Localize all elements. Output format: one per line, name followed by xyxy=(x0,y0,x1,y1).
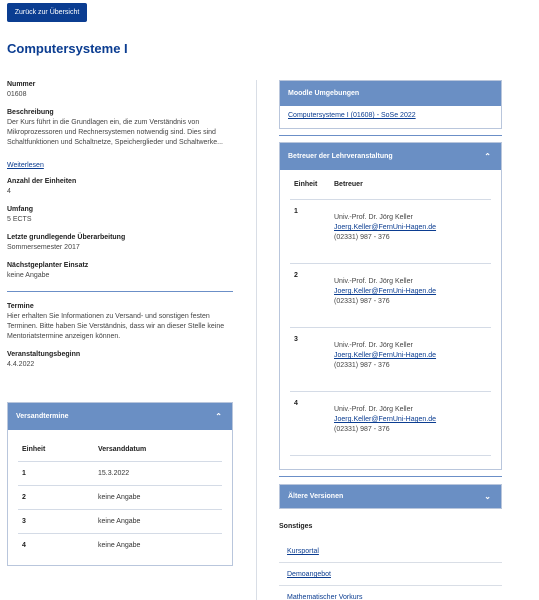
weiterlesen-link[interactable]: Weiterlesen xyxy=(7,162,44,169)
row-einheit: 3 xyxy=(294,336,298,343)
row-einheit: 1 xyxy=(22,470,26,477)
chevron-up-icon[interactable]: ⌃ xyxy=(215,412,222,421)
betreuer-phone: (02331) 987 - 376 xyxy=(334,298,390,305)
umfang-label: Umfang xyxy=(7,206,34,213)
page-title: Computersysteme I xyxy=(7,41,128,56)
betreuer-name: Univ.-Prof. Dr. Jörg Keller xyxy=(334,406,413,413)
betreuer-contact xyxy=(334,208,491,263)
sonstiges-item xyxy=(279,563,502,586)
beschreibung-line: Mikroprozessoren und Rechnersystemen notwendig sind. Dies sind xyxy=(7,129,216,136)
moodle-section xyxy=(279,80,502,136)
table-row xyxy=(18,462,222,486)
sonstiges-item xyxy=(279,586,502,600)
table-row xyxy=(290,200,491,264)
versandtermine-table xyxy=(8,430,232,558)
aeltere-versionen-title: Ältere Versionen xyxy=(288,493,344,500)
betreuer-contact xyxy=(334,400,491,455)
table-row xyxy=(290,264,491,328)
row-einheit: 4 xyxy=(22,542,26,549)
termine-label: Termine xyxy=(7,303,34,310)
betreuer-email-link[interactable]: Joerg.Keller@FernUni-Hagen.de xyxy=(334,224,437,231)
field-beginn xyxy=(7,350,233,370)
chevron-down-icon[interactable]: ⌄ xyxy=(484,492,491,501)
beschreibung-line: Schaltfunktionen und Schaltnetze, Speicherglieder und Schaltwerke... xyxy=(7,139,223,146)
field-nummer xyxy=(7,80,233,100)
sonstiges-item xyxy=(279,540,502,563)
beschreibung-line: Der Kurs führt in die Grundlagen ein, die zum Verständnis von xyxy=(7,119,200,126)
betreuer-contact xyxy=(334,272,491,327)
versandtermine-panel xyxy=(7,402,233,566)
termine-line: Hier erhalten Sie Informationen zu Versand- und sonstigen festen xyxy=(7,313,210,320)
moodle-course-link[interactable]: Computersysteme I (01608) - SoSe 2022 xyxy=(288,112,416,119)
field-termine xyxy=(7,302,233,342)
table-row xyxy=(18,534,222,558)
back-to-overview-button[interactable]: Zurück zur Übersicht xyxy=(7,3,87,22)
ueberarbeitung-value: Sommersemester 2017 xyxy=(7,244,80,251)
betreuer-table xyxy=(280,170,501,456)
betreuer-header[interactable] xyxy=(280,143,501,170)
moodle-header xyxy=(280,81,501,106)
row-datum: keine Angabe xyxy=(98,518,141,525)
kursportal-link[interactable]: Kursportal xyxy=(287,548,319,555)
ueberarbeitung-label: Letzte grundlegende Überarbeitung xyxy=(7,234,126,241)
betreuer-name: Univ.-Prof. Dr. Jörg Keller xyxy=(334,214,413,221)
betreuer-name: Univ.-Prof. Dr. Jörg Keller xyxy=(334,342,413,349)
col-einheit: Einheit xyxy=(294,181,318,188)
moodle-body xyxy=(280,106,501,128)
row-datum: keine Angabe xyxy=(98,542,141,549)
betreuer-phone: (02331) 987 - 376 xyxy=(334,362,390,369)
betreuer-name: Univ.-Prof. Dr. Jörg Keller xyxy=(334,278,413,285)
section-divider xyxy=(279,476,502,477)
beschreibung-label: Beschreibung xyxy=(7,109,54,116)
betreuer-email-link[interactable]: Joerg.Keller@FernUni-Hagen.de xyxy=(334,288,437,295)
row-datum: keine Angabe xyxy=(98,494,141,501)
table-row xyxy=(290,392,491,456)
moodle-title: Moodle Umgebungen xyxy=(288,90,360,97)
mathematischer-vorkurs-link[interactable]: Mathematischer Vorkurs xyxy=(287,594,363,600)
row-einheit: 1 xyxy=(294,208,298,215)
row-einheit: 3 xyxy=(22,518,26,525)
termine-line: Mentoriatstermine anzeigen können. xyxy=(7,333,121,340)
table-header xyxy=(290,170,491,200)
row-einheit: 2 xyxy=(294,272,298,279)
col-versanddatum: Versanddatum xyxy=(98,446,147,453)
table-header xyxy=(18,438,222,462)
field-einsatz xyxy=(7,261,233,281)
einsatz-label: Nächstgeplanter Einsatz xyxy=(7,262,89,269)
section-divider xyxy=(279,135,502,136)
table-row xyxy=(290,328,491,392)
aeltere-versionen-panel xyxy=(279,484,502,509)
beginn-label: Veranstaltungsbeginn xyxy=(7,351,81,358)
section-divider xyxy=(7,291,233,292)
einsatz-value: keine Angabe xyxy=(7,272,50,279)
umfang-value: 5 ECTS xyxy=(7,216,32,223)
course-info xyxy=(7,80,233,378)
beginn-value: 4.4.2022 xyxy=(7,361,35,368)
einheiten-value: 4 xyxy=(7,188,11,195)
betreuer-contact xyxy=(334,336,491,391)
demoangebot-link[interactable]: Demoangebot xyxy=(287,571,331,578)
row-einheit: 4 xyxy=(294,400,298,407)
col-betreuer: Betreuer xyxy=(334,181,363,188)
table-row xyxy=(18,510,222,534)
table-row xyxy=(18,486,222,510)
termine-line: Terminen. Bitte haben Sie Verständnis, dass wir an dieser Stelle keine xyxy=(7,323,225,330)
field-ueberarbeitung xyxy=(7,233,233,253)
nummer-label: Nummer xyxy=(7,81,36,88)
row-datum: 15.3.2022 xyxy=(98,470,130,477)
nummer-value: 01608 xyxy=(7,91,27,98)
einheiten-label: Anzahl der Einheiten xyxy=(7,178,77,185)
row-einheit: 2 xyxy=(22,494,26,501)
betreuer-email-link[interactable]: Joerg.Keller@FernUni-Hagen.de xyxy=(334,352,437,359)
col-einheit: Einheit xyxy=(22,446,46,453)
field-beschreibung xyxy=(7,108,233,148)
field-umfang xyxy=(7,205,233,225)
field-weiterlesen xyxy=(7,162,233,169)
betreuer-phone: (02331) 987 - 376 xyxy=(334,234,390,241)
betreuer-phone: (02331) 987 - 376 xyxy=(334,426,390,433)
sonstiges-title: Sonstiges xyxy=(279,523,313,530)
betreuer-panel xyxy=(279,142,502,470)
versandtermine-header[interactable] xyxy=(8,403,232,430)
field-einheiten xyxy=(7,177,233,197)
column-separator xyxy=(256,80,257,600)
moodle-panel xyxy=(279,80,502,129)
versandtermine-title: Versandtermine xyxy=(16,413,69,420)
betreuer-title: Betreuer der Lehrveranstaltung xyxy=(288,153,393,160)
aeltere-versionen-header[interactable] xyxy=(280,485,501,508)
betreuer-email-link[interactable]: Joerg.Keller@FernUni-Hagen.de xyxy=(334,416,437,423)
chevron-up-icon[interactable]: ⌃ xyxy=(484,152,491,161)
sonstiges-section xyxy=(279,523,502,600)
